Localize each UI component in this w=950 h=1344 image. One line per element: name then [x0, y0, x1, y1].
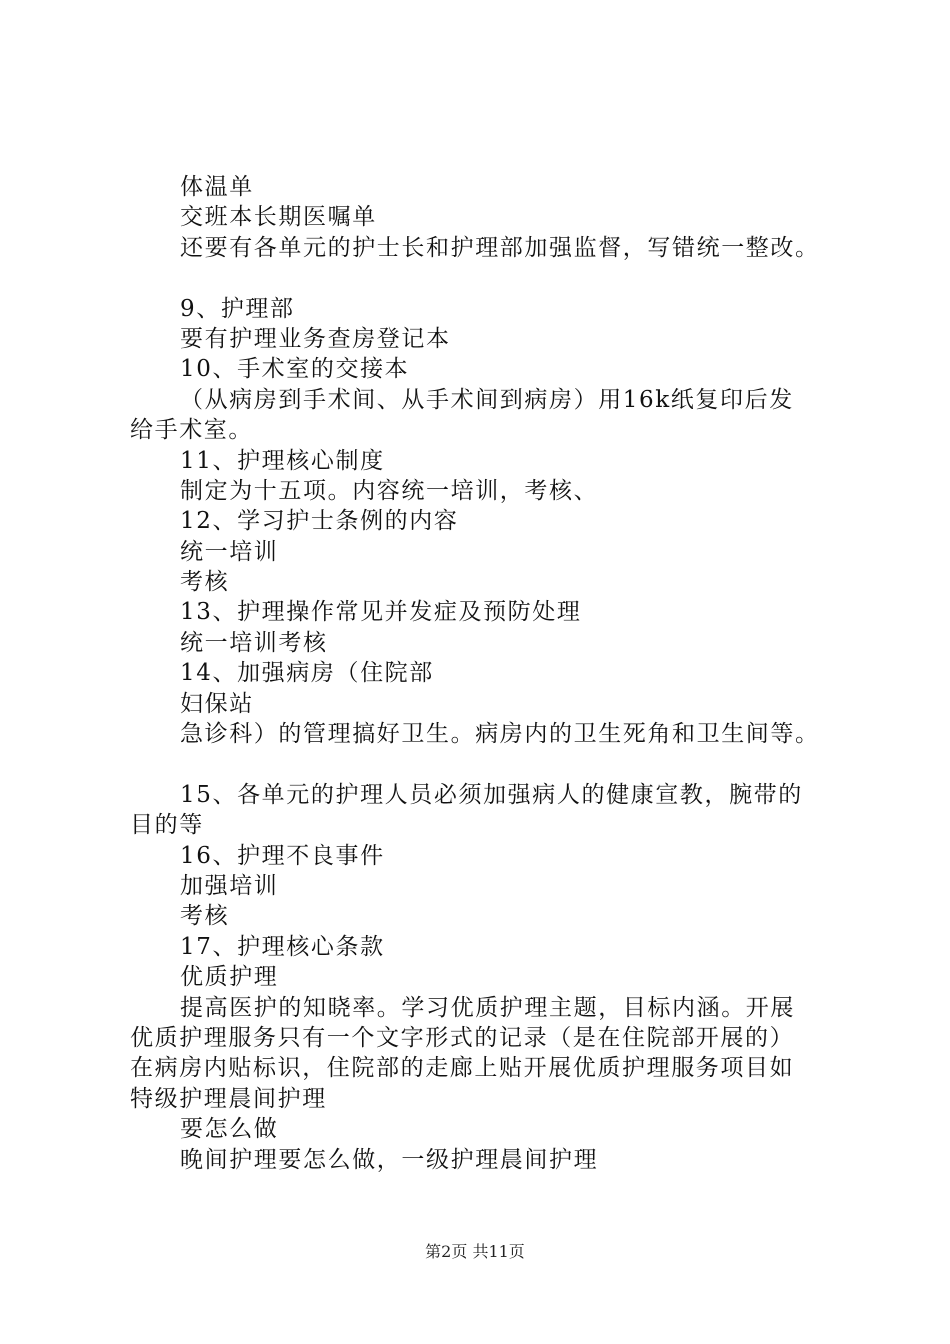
text-line: 晚间护理要怎么做，一级护理晨间护理: [180, 1146, 599, 1173]
text-line: 考核: [180, 569, 230, 596]
text-line: 制定为十五项。内容统一培训，考核、: [180, 477, 599, 504]
section-heading: 14、加强病房（住院部: [180, 660, 434, 687]
text-line: 要怎么做: [180, 1116, 279, 1143]
section-heading: 12、学习护士条例的内容: [180, 508, 459, 535]
page-footer: 第2页 共11页: [425, 1242, 525, 1261]
section-heading: 16、护理不良事件: [180, 842, 385, 869]
text-line: 在病房内贴标识，住院部的走廊上贴开展优质护理服务项目如: [130, 1055, 795, 1082]
text-line: （从病房到手术间、从手术间到病房）用16k纸复印后发: [180, 386, 794, 413]
text-line: 优质护理: [180, 964, 279, 991]
text-line: 妇保站: [180, 690, 254, 717]
text-line: 急诊科）的管理搞好卫生。病房内的卫生死角和卫生间等。: [180, 721, 820, 748]
section-heading: 17、护理核心条款: [180, 933, 385, 960]
section-heading: 10、手术室的交接本: [180, 356, 410, 383]
text-line: 给手术室。: [130, 417, 253, 444]
text-line: 交班本长期医嘱单: [180, 204, 377, 231]
text-line: 考核: [180, 903, 230, 930]
text-line: 特级护理晨间护理: [130, 1085, 327, 1112]
section-heading: 13、护理操作常见并发症及预防处理: [180, 599, 582, 626]
text-line: 统一培训考核: [180, 629, 328, 656]
blank-line: [130, 263, 850, 293]
section-heading: 9、护理部: [180, 295, 295, 322]
text-line: 体温单: [180, 174, 254, 200]
text-line: 加强培训: [180, 872, 279, 899]
document-body: [130, 172, 850, 1175]
text-line: 还要有各单元的护士长和护理部加强监督，写错统一整改。: [180, 234, 820, 261]
blank-line: [130, 749, 850, 779]
text-line: 目的等: [130, 812, 204, 839]
text-line: 要有护理业务查房登记本: [180, 325, 451, 352]
section-heading: 11、护理核心制度: [180, 447, 385, 474]
section-heading: 15、各单元的护理人员必须加强病人的健康宣教，腕带的: [180, 781, 803, 808]
text-line: 提高医护的知晓率。学习优质护理主题，目标内涵。开展: [180, 994, 795, 1021]
text-line: 统一培训: [180, 538, 279, 565]
text-line: 优质护理服务只有一个文字形式的记录（是在住院部开展的）: [130, 1024, 795, 1051]
